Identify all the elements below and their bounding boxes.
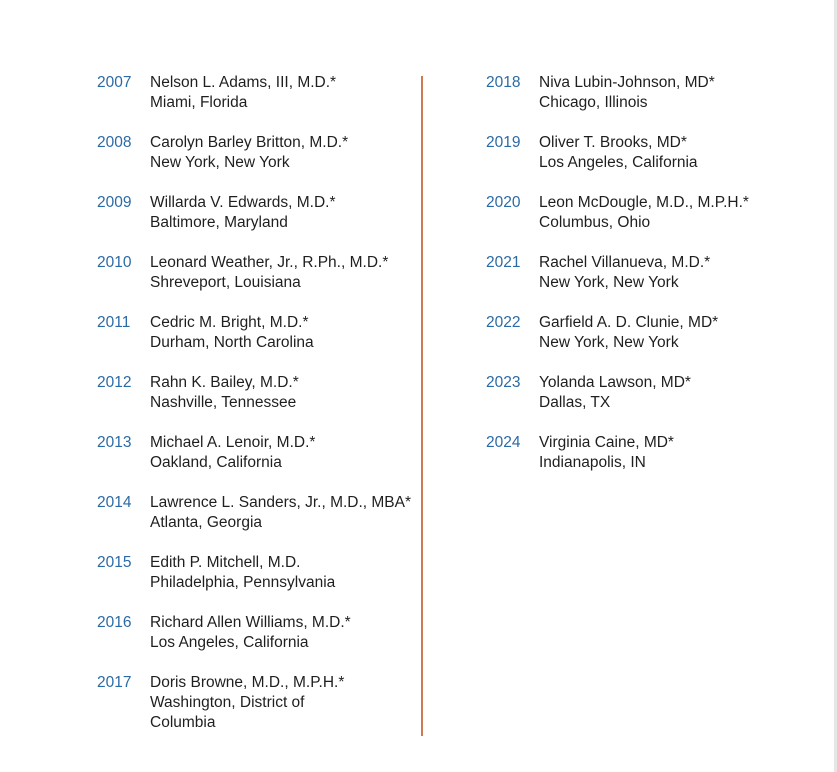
entry-name: Yolanda Lawson, MD* [539,374,691,391]
entry-year: 2018 [486,74,521,91]
list-item [486,433,826,493]
entry-year: 2020 [486,194,521,211]
entry-location: Durham, North Carolina [150,334,314,351]
entry-text [150,73,420,113]
list-item [97,553,417,613]
entry-text [150,313,420,353]
entry-name: Nelson L. Adams, III, M.D.* [150,74,337,91]
entry-text [539,313,829,353]
entry-name: Oliver T. Brooks, MD* [539,134,687,151]
entry-text [150,433,420,473]
list-item [486,373,826,433]
entry-text [539,133,829,173]
entry-name: Leonard Weather, Jr., R.Ph., M.D.* [150,254,389,271]
entry-location: Atlanta, Georgia [150,514,263,531]
list-item [97,133,417,193]
past-presidents-right-column [486,73,826,493]
entry-location: Los Angeles, California [539,154,698,171]
entry-name: Leon McDougle, M.D., M.P.H.* [539,194,749,211]
entry-text [539,73,829,113]
entry-year: 2024 [486,434,521,451]
entry-location: Washington, District of Columbia [150,694,305,731]
entry-name: Willarda V. Edwards, M.D.* [150,194,336,211]
entry-name: Cedric M. Bright, M.D.* [150,314,309,331]
list-item [486,133,826,193]
entry-text [150,553,420,593]
entry-location: Los Angeles, California [150,634,309,651]
list-item [97,493,417,553]
entry-name: Edith P. Mitchell, M.D. [150,554,301,571]
entry-year: 2012 [97,374,132,391]
entry-text [539,433,829,473]
entry-year: 2010 [97,254,132,271]
entry-year: 2013 [97,434,132,451]
list-item [97,673,417,733]
entry-text [539,253,829,293]
list-item [97,313,417,373]
list-item [486,193,826,253]
list-item [97,373,417,433]
entry-location: Dallas, TX [539,394,611,411]
entry-year: 2015 [97,554,132,571]
entry-location: Columbus, Ohio [539,214,651,231]
entry-location: Indianapolis, IN [539,454,646,471]
entry-name: Rachel Villanueva, M.D.* [539,254,711,271]
entry-location: Chicago, Illinois [539,94,648,111]
entry-year: 2022 [486,314,521,331]
list-item [97,433,417,493]
entry-year: 2007 [97,74,132,91]
past-presidents-left-column [97,73,417,733]
entry-text [539,373,829,413]
entry-name: Virginia Caine, MD* [539,434,674,451]
entry-name: Garfield A. D. Clunie, MD* [539,314,719,331]
entry-location: Oakland, California [150,454,282,471]
list-item [486,253,826,313]
list-item [486,73,826,133]
entry-text [150,133,420,173]
entry-year: 2023 [486,374,521,391]
list-item [97,253,417,313]
entry-text [150,613,420,653]
entry-text [150,193,420,233]
entry-location: Shreveport, Louisiana [150,274,301,291]
entry-name: Michael A. Lenoir, M.D.* [150,434,316,451]
entry-name: Carolyn Barley Britton, M.D.* [150,134,349,151]
entry-location: Nashville, Tennessee [150,394,297,411]
entry-location: Baltimore, Maryland [150,214,288,231]
entry-name: Rahn K. Bailey, M.D.* [150,374,299,391]
entry-year: 2016 [97,614,132,631]
entry-year: 2008 [97,134,132,151]
entry-year: 2017 [97,674,132,691]
list-item [97,193,417,253]
list-item [97,613,417,673]
entry-name: Lawrence L. Sanders, Jr., M.D., MBA* [150,494,412,511]
column-divider [421,76,423,736]
entry-text [150,673,345,733]
entry-text [539,193,829,233]
entry-location: Philadelphia, Pennsylvania [150,574,336,591]
entry-year: 2021 [486,254,521,271]
entry-name: Niva Lubin-Johnson, MD* [539,74,715,91]
entry-text [150,373,420,413]
entry-location: Miami, Florida [150,94,248,111]
entry-name: Doris Browne, M.D., M.P.H.* [150,674,345,691]
entry-location: New York, New York [539,274,679,291]
entry-text [150,253,420,293]
entry-text [150,493,420,533]
entry-location: New York, New York [150,154,290,171]
entry-location: New York, New York [539,334,679,351]
entry-year: 2011 [97,314,131,331]
entry-year: 2014 [97,494,132,511]
list-item [97,73,417,133]
entry-year: 2019 [486,134,521,151]
entry-name: Richard Allen Williams, M.D.* [150,614,351,631]
list-item [486,313,826,373]
entry-year: 2009 [97,194,132,211]
